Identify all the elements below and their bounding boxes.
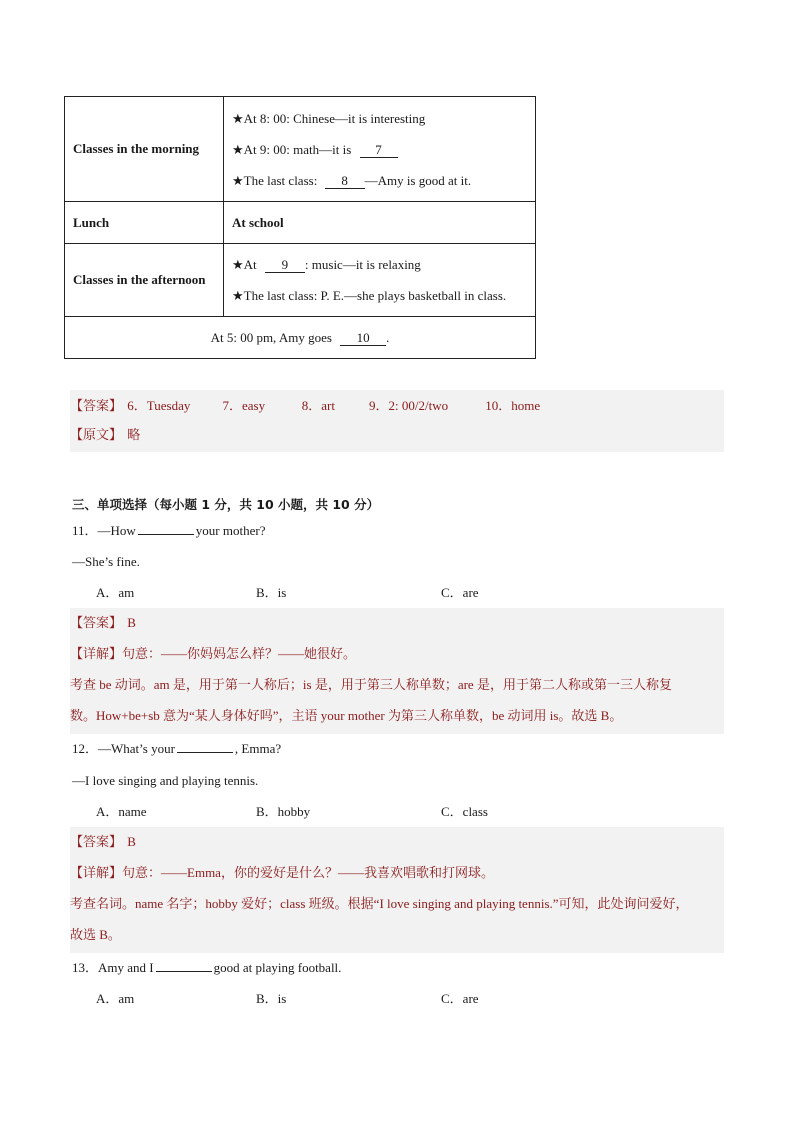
answer-label: 【答案】 bbox=[70, 398, 123, 413]
blank-7: 7 bbox=[360, 143, 398, 158]
q11-option-b: B．is bbox=[256, 585, 287, 600]
footer-tail: . bbox=[386, 329, 390, 345]
q11-detail-2: 考查 be 动词。am 是，用于第一人称后；is 是，用于第三人称单数；are 是，用于第二人称或第一三人称复 bbox=[70, 677, 672, 692]
blank-8: 8 bbox=[325, 174, 365, 189]
table-row bbox=[65, 202, 536, 244]
q12-detail-line bbox=[70, 863, 494, 883]
answer-item: 7．easy bbox=[222, 398, 266, 413]
lunch-label: Lunch bbox=[65, 202, 224, 244]
q12-detail-3: 故选 B。 bbox=[70, 927, 121, 942]
afternoon-line-2: ★The last class: P. E.—she plays basketball in class. bbox=[232, 288, 507, 303]
q11-stem-post: your mother? bbox=[195, 523, 266, 538]
morning-line-2-text: ★At 9: 00: math—it is bbox=[232, 141, 352, 157]
original-text: 略 bbox=[127, 427, 141, 442]
afternoon-line-1-tail: : music—it is relaxing bbox=[304, 257, 421, 272]
q12-answer: B bbox=[127, 834, 136, 849]
q11-answer-box bbox=[70, 608, 724, 734]
footer-cell bbox=[65, 317, 536, 359]
morning-label: Classes in the morning bbox=[65, 97, 224, 202]
q11-answer: B bbox=[127, 615, 136, 630]
q12-option-b: B．hobby bbox=[256, 804, 311, 819]
blank-10: 10 bbox=[340, 331, 386, 346]
q12-answer-label: 【答案】 bbox=[70, 834, 123, 849]
q11-option-c: C．are bbox=[441, 585, 479, 600]
q11-detail-3: 数。How+be+sb 意为“某人身体好吗”，主语 your mother 为第三人称单数，be 动词用 is。故选 B。 bbox=[70, 708, 623, 723]
question-12-stem bbox=[72, 739, 281, 759]
afternoon-label: Classes in the afternoon bbox=[65, 244, 224, 317]
section-title: 三、单项选择（每小题 1 分，共 10 小题，共 10 分） bbox=[72, 497, 380, 512]
original-line bbox=[70, 425, 140, 445]
question-13-stem bbox=[72, 958, 341, 978]
blank-9: 9 bbox=[265, 258, 305, 273]
table-row bbox=[65, 317, 536, 359]
q13-option-c: C．are bbox=[441, 991, 479, 1006]
q11-stem-pre: 11．—How bbox=[72, 523, 136, 538]
q12-reply: —I love singing and playing tennis. bbox=[72, 773, 259, 788]
answer-box bbox=[70, 390, 724, 452]
q13-option-a: A．am bbox=[96, 991, 135, 1006]
q13-stem-pre: 13．Amy and I bbox=[72, 960, 154, 975]
q12-answer-box bbox=[70, 827, 724, 953]
q11-reply: —She’s fine. bbox=[72, 554, 140, 569]
q11-answer-label: 【答案】 bbox=[70, 615, 123, 630]
table-row bbox=[65, 97, 536, 202]
afternoon-line-1-text: ★At bbox=[232, 257, 257, 272]
q12-stem-pre: 12．—What’s your bbox=[72, 741, 175, 756]
morning-line-3-tail: —Amy is good at it. bbox=[364, 172, 472, 188]
morning-cell bbox=[224, 97, 536, 202]
afternoon-line-1 bbox=[232, 249, 527, 280]
q12-stem-post: , Emma? bbox=[234, 741, 282, 756]
morning-line-3-text: ★The last class: bbox=[232, 172, 318, 188]
q11-blank bbox=[138, 522, 194, 535]
q13-stem-post: good at playing football. bbox=[213, 960, 342, 975]
morning-line-3 bbox=[232, 165, 527, 196]
answer-item: 6．Tuesday bbox=[127, 398, 191, 413]
q11-answer-line bbox=[70, 613, 136, 633]
answer-item: 9．2: 00/2/two bbox=[369, 398, 449, 413]
lunch-value: At school bbox=[224, 202, 536, 244]
original-label: 【原文】 bbox=[70, 427, 123, 442]
answer-item: 10．home bbox=[485, 398, 541, 413]
morning-line-1: ★At 8: 00: Chinese—it is interesting bbox=[232, 110, 426, 126]
q11-option-a: A．am bbox=[96, 585, 135, 600]
q11-detail-line bbox=[70, 644, 356, 664]
q12-option-c: C．class bbox=[441, 804, 488, 819]
question-11-stem bbox=[72, 521, 265, 541]
q12-detail-2: 考查名词。name 名字；hobby 爱好；class 班级。根据“I love singing and playing tennis.”可知，此处询问爱好， bbox=[70, 896, 689, 911]
q11-detail-label: 【详解】 bbox=[70, 646, 123, 661]
footer-text: At 5: 00 pm, Amy goes bbox=[210, 329, 332, 345]
q11-detail-1: 句意：——你妈妈怎么样？——她很好。 bbox=[122, 646, 357, 661]
schedule-table bbox=[64, 96, 536, 359]
q12-detail-1: 句意：——Emma，你的爱好是什么？——我喜欢唱歌和打网球。 bbox=[122, 865, 494, 880]
q12-answer-line bbox=[70, 832, 136, 852]
morning-line-2 bbox=[232, 134, 527, 165]
q12-option-a: A．name bbox=[96, 804, 147, 819]
answer-item: 8．art bbox=[301, 398, 335, 413]
afternoon-cell bbox=[224, 244, 536, 317]
q12-detail-label: 【详解】 bbox=[70, 865, 123, 880]
q13-blank bbox=[156, 959, 212, 972]
q13-option-b: B．is bbox=[256, 991, 287, 1006]
q12-blank bbox=[177, 740, 233, 753]
answer-line bbox=[70, 396, 540, 416]
table-row bbox=[65, 244, 536, 317]
